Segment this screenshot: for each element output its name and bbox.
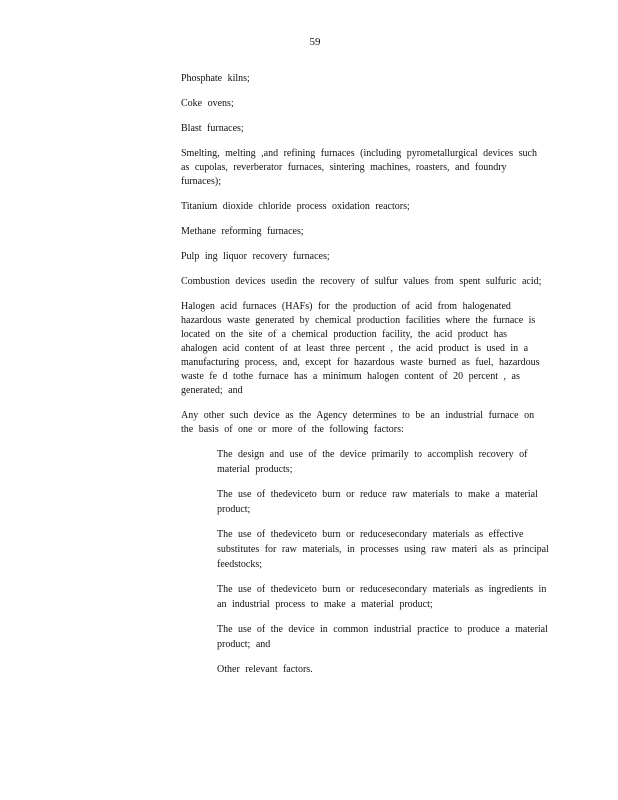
list-item: Any other such device as the Agency determines to be an industrial furnace on the basis of one or more of the following factors: xyxy=(181,410,535,435)
factor-list xyxy=(217,447,550,677)
list-item: Methane reforming furnaces; xyxy=(181,226,304,237)
page-content xyxy=(181,72,549,687)
factor-item: The use of thedeviceto burn or reduce raw materials to make a material product; xyxy=(217,489,538,515)
list-item: Blast furnaces; xyxy=(181,123,244,134)
page-number: 59 xyxy=(309,36,321,48)
factor-item: The use of thedeviceto burn or reducesecondary materials as ingredients in an industrial process to make a material product; xyxy=(217,584,547,610)
list-item: Combustion devices usedin the recovery of sulfur values from spent sulfuric acid; xyxy=(181,276,542,287)
list-item: Titanium dioxide chloride process oxidation reactors; xyxy=(181,201,410,212)
list-item: Coke ovens; xyxy=(181,98,234,109)
factor-item: The use of the device in common industrial practice to produce a material product; and xyxy=(217,624,548,650)
list-item: Halogen acid furnaces (HAFs) for the production of acid from halogenated hazardous waste generated by chemical production facilities where the furnace is located on the site of a chemical production facility, the acid product has ahalogen acid content of at least three percent , the acid product is used in a manufacturing process, and, except for hazardous waste burned as fuel, hazardous waste fe d tothe furnace has a minimum halogen content of 20 percent , as generated; and xyxy=(181,301,540,396)
list-item: Pulp ing liquor recovery furnaces; xyxy=(181,251,330,262)
list-item: Smelting, melting ,and refining furnaces (including pyrometallurgical devices such as cupolas, reverberator furnaces, sintering machines, roasters, and foundry furnaces); xyxy=(181,148,537,187)
list-item: Phosphate kilns; xyxy=(181,73,250,84)
factor-item: Other relevant factors. xyxy=(217,664,313,675)
factor-item: The use of thedeviceto burn or reducesecondary materials as effective substitutes for raw materials, in processes using raw materi als as principal feedstocks; xyxy=(217,529,549,570)
factor-item: The design and use of the device primarily to accomplish recovery of material products; xyxy=(217,449,528,475)
